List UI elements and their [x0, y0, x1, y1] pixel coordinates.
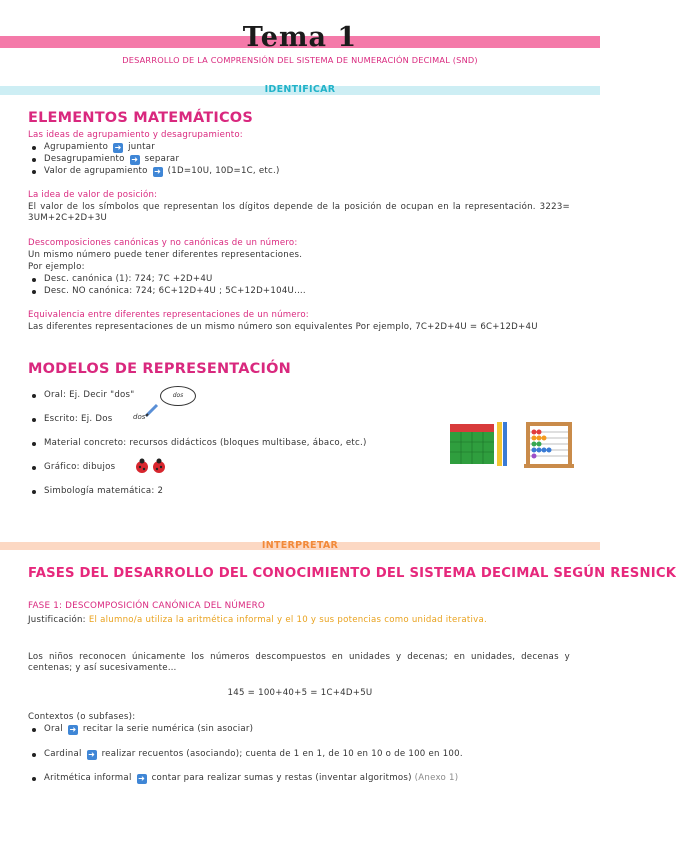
handwritten-word: dos: [133, 413, 146, 421]
valor-posicion-text: El valor de los símbolos que representan los dígitos depende de la posición de ocupan en la representación. 3223= 3UM+2C+2D+3U: [28, 202, 570, 223]
arrow-right-icon: ➜: [114, 143, 122, 152]
list-item-label: Cardinal: [44, 749, 82, 759]
bullet: [32, 146, 36, 150]
contextos-title: Contextos (o subfases):: [28, 712, 136, 722]
list-item: [28, 438, 367, 448]
modelos-heading: MODELOS DE REPRESENTACIÓN: [28, 361, 291, 377]
list-item: [28, 724, 253, 735]
list-item-value: separar: [144, 154, 180, 164]
list-item-label: Oral: [44, 724, 63, 734]
list-item: [28, 154, 179, 165]
elementos-heading: ELEMENTOS MATEMÁTICOS: [28, 110, 253, 126]
bullet: [32, 290, 36, 294]
list-item-label: Desc. NO canónica: 724; 6C+12D+4U ; 5C+12D+104U….: [44, 286, 306, 296]
bullet: [32, 777, 36, 781]
bullet: [32, 728, 36, 732]
list-item-label: Escrito: Ej. Dos: [44, 414, 113, 424]
justificacion-label: Justificación:: [28, 615, 86, 625]
fase1-title: FASE 1: DESCOMPOSICIÓN CANÓNICA DEL NÚMERO: [28, 601, 266, 611]
valor-posicion-title: La idea de valor de posición:: [28, 190, 158, 200]
list-item: [28, 274, 213, 284]
descomposiciones-line2: Por ejemplo:: [28, 262, 85, 272]
pencil-icon: [144, 402, 160, 418]
list-item-label: Simbología matemática: 2: [44, 486, 164, 496]
arrow-right-icon: ➜: [131, 155, 139, 164]
list-item-label: Agrupamiento: [44, 142, 109, 152]
bullet: [32, 278, 36, 282]
justificacion-text: El alumno/a utiliza la aritmética informal y el 10 y sus potencias como unidad iterativa.: [88, 615, 487, 625]
bullet: [32, 158, 36, 162]
list-item-label: Material concreto: recursos didácticos (bloques multibase, ábaco, etc.): [44, 438, 367, 448]
ladybugs-icon: [134, 458, 168, 474]
anexo-reference: (Anexo 1): [414, 773, 459, 783]
equivalencia-title: Equivalencia entre diferentes representaciones de un número:: [28, 310, 309, 320]
bullet: [32, 442, 36, 446]
justificacion: [28, 615, 570, 626]
list-item-label: Aritmética informal: [44, 773, 132, 783]
arrow-right-icon: ➜: [138, 774, 146, 783]
resnick-paragraph: Los niños reconocen únicamente los números descompuestos en unidades y decenas; en unidades, decenas y centenas; y así sucesivamente…: [28, 652, 570, 673]
abacus-icon: [524, 420, 574, 468]
list-item: [28, 486, 163, 496]
list-item-label: Desc. canónica (1): 724; 7C +2D+4U: [44, 274, 213, 284]
identificar-label: IDENTIFICAR: [264, 84, 336, 95]
interpretar-label: INTERPRETAR: [261, 540, 339, 551]
bullet: [32, 466, 36, 470]
descomposiciones-line1: Un mismo número puede tener diferentes representaciones.: [28, 250, 303, 260]
list-item-label: Valor de agrupamiento: [44, 166, 148, 176]
list-item-label: Gráfico: dibujos: [44, 462, 116, 472]
list-item: [28, 749, 463, 760]
multibase-blocks-icon: [449, 420, 509, 468]
arrow-right-icon: ➜: [154, 167, 162, 176]
list-item: [28, 166, 280, 177]
list-item-value: realizar recuentos (asociando); cuenta de 1 en 1, de 10 en 10 o de 100 en 100.: [101, 749, 463, 759]
list-item-label: Desagrupamiento: [44, 154, 125, 164]
arrow-right-icon: ➜: [69, 725, 77, 734]
bubble-text: dos: [172, 392, 184, 399]
list-item: [28, 390, 135, 400]
bullet: [32, 490, 36, 494]
list-item: [28, 142, 155, 153]
agrupamiento-title: Las ideas de agrupamiento y desagrupamiento:: [28, 130, 243, 140]
bullet: [32, 394, 36, 398]
page-subtitle: DESARROLLO DE LA COMPRENSIÓN DEL SISTEMA DE NUMERACIÓN DECIMAL (SND): [122, 55, 478, 65]
list-item-value: juntar: [128, 142, 156, 152]
page-title: Tema 1: [242, 22, 358, 53]
list-item: [28, 462, 115, 472]
list-item-value: recitar la serie numérica (sin asociar): [82, 724, 254, 734]
bullet: [32, 170, 36, 174]
speech-bubble-icon: [160, 386, 196, 406]
equivalencia-text: Las diferentes representaciones de un mismo número son equivalentes Por ejemplo, 7C+2D+4U = 6C+12D+4U: [28, 322, 538, 332]
formula: 145 = 100+40+5 = 1C+4D+5U: [227, 688, 373, 698]
bullet: [32, 418, 36, 422]
list-item-label: Oral: Ej. Decir "dos": [44, 390, 135, 400]
list-item: [28, 773, 458, 784]
fases-heading: FASES DEL DESARROLLO DEL CONOCIMIENTO DEL SISTEMA DECIMAL SEGÚN RESNICK: [28, 566, 676, 581]
bullet: [32, 753, 36, 757]
descomposiciones-title: Descomposiciones canónicas y no canónicas de un número:: [28, 238, 298, 248]
list-item: [28, 414, 112, 424]
list-item-value: (1D=10U, 10D=1C, etc.): [167, 166, 280, 176]
arrow-right-icon: ➜: [88, 750, 96, 759]
list-item-value: contar para realizar sumas y restas (inventar algoritmos): [151, 773, 412, 783]
list-item: [28, 286, 306, 296]
